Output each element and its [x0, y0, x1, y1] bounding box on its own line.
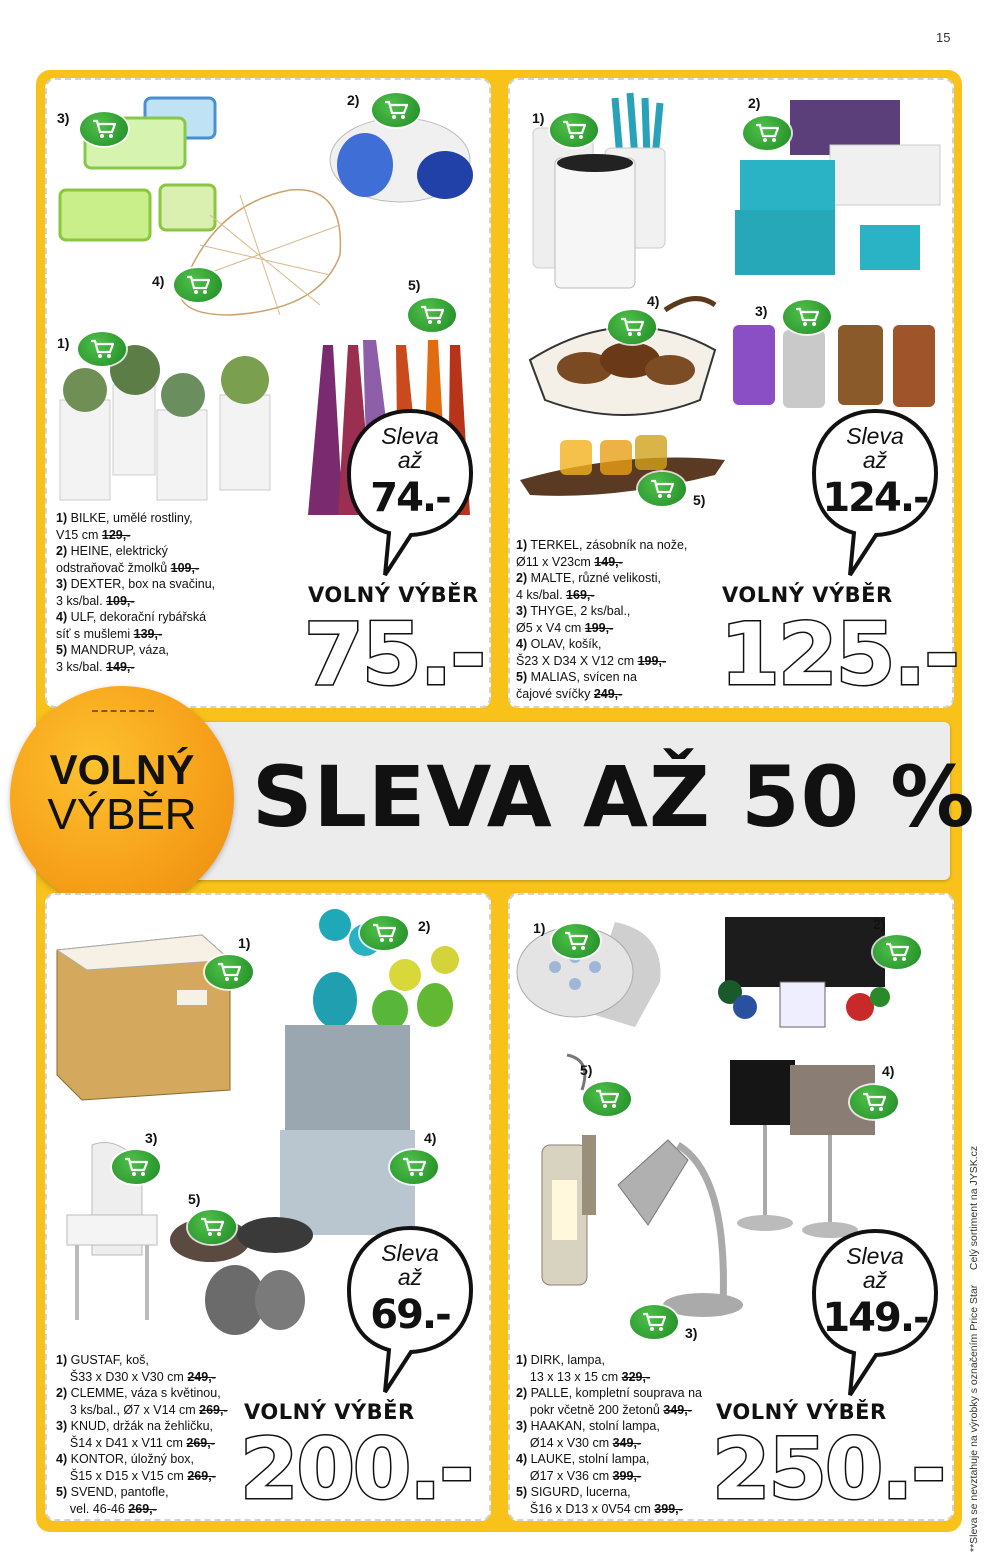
storage-boxes-image	[275, 1020, 420, 1240]
marker-5: 5)	[408, 277, 421, 293]
marker-2: 2)	[418, 918, 431, 934]
cart-icon[interactable]	[743, 116, 791, 150]
cart-icon[interactable]	[372, 93, 420, 127]
side-note: **Sleva se nevztahuje na výrobky s označením Price Star Celý sortiment na JYSK.cz	[968, 1145, 980, 1552]
discount-bubble: Sleva až 149.-	[810, 1225, 940, 1400]
volny-vyber-label: VOLNÝ VÝBĚR	[716, 1400, 887, 1424]
marker-2: 2)	[347, 92, 360, 108]
cart-icon[interactable]	[112, 1150, 160, 1184]
candle-holders-image	[728, 320, 943, 415]
product-list: 1) BILKE, umělé rostliny, V15 cm 129,- 2) HEINE, elektrický odstraňovač žmolků 109,- 3) DEXTER, box na svačinu, 3 ks/bal. 109,- 4) ULF, dekorační rybářská síť s mušlemi 139,- 5) MANDRUP, váza, 3 ks/bal. 149,-	[56, 511, 216, 674]
marker-3: 3)	[145, 1130, 158, 1146]
marker-5: 5)	[580, 1062, 593, 1078]
product-list: 1) TERKEL, zásobník na nože, Ø11 x V23cm 149,- 2) MALTE, různé velikosti, 4 ks/bal. 169,- 3) THYGE, 2 ks/bal., Ø5 x V4 cm 199,- 4) OLAV, košík, Š23 X D34 X V12 cm 199,- 5) MALIAS, svícen na čajové svíčky 249,-	[516, 538, 688, 701]
discount-bubble: Sleva až 124.-	[810, 405, 940, 580]
bamboo-basket-image	[52, 930, 234, 1102]
marker-1: 1)	[238, 935, 251, 951]
marker-5: 5)	[693, 492, 706, 508]
discount-bubble: Sleva až 74.-	[345, 405, 475, 580]
cart-icon[interactable]	[552, 924, 600, 958]
cart-icon[interactable]	[205, 955, 253, 989]
main-price: 125.-	[720, 605, 958, 705]
volny-vyber-label: VOLNÝ VÝBĚR	[722, 583, 893, 607]
cart-icon[interactable]	[583, 1082, 631, 1116]
marker-4: 4)	[424, 1130, 437, 1146]
marker-1: 1)	[532, 110, 545, 126]
cart-icon[interactable]	[174, 268, 222, 302]
marker-1: 1)	[57, 335, 70, 351]
cart-icon[interactable]	[638, 472, 686, 506]
banner-headline: SLEVA AŽ 50 %	[252, 748, 976, 846]
main-price: 200.-	[240, 1420, 473, 1518]
table-lamps-image	[725, 1055, 885, 1245]
volny-vyber-badge: VOLNÝ VÝBĚR	[10, 686, 234, 910]
main-price: 250.-	[712, 1420, 945, 1518]
cart-icon[interactable]	[188, 1210, 236, 1244]
marker-3: 3)	[755, 303, 768, 319]
cart-icon[interactable]	[80, 112, 128, 146]
marker-4: 4)	[882, 1063, 895, 1079]
desk-lamp-image	[608, 1125, 743, 1325]
poker-set-image	[710, 912, 890, 1032]
knife-block-image	[525, 88, 675, 293]
cart-icon[interactable]	[78, 332, 126, 366]
marker-3: 3)	[57, 110, 70, 126]
discount-bubble: Sleva až 69.-	[345, 1222, 475, 1397]
product-list: 1) GUSTAF, koš, Š33 x D30 x V30 cm 249,- 2) CLEMME, váza s květinou, 3 ks/bal., Ø7 x V14 cm 269,- 3) KNUD, držák na žehličku, Š14 x D41 x V11 cm 269,- 4) KONTOR, úložný box, Š15 x D15 x V15 cm 269,- 5) SVEND, pantofle, vel. 46-46 269,-	[56, 1353, 228, 1516]
cart-icon[interactable]	[850, 1085, 898, 1119]
marker-3: 3)	[685, 1325, 698, 1341]
cart-icon[interactable]	[608, 310, 656, 344]
main-price: 75.-	[304, 605, 485, 705]
cart-icon[interactable]	[630, 1305, 678, 1339]
marker-1: 1)	[533, 920, 546, 936]
cart-icon[interactable]	[550, 113, 598, 147]
volny-vyber-label: VOLNÝ VÝBĚR	[308, 583, 479, 607]
marker-4: 4)	[647, 293, 660, 309]
cart-icon[interactable]	[873, 935, 921, 969]
volny-vyber-label: VOLNÝ VÝBĚR	[244, 1400, 415, 1424]
cart-icon[interactable]	[360, 916, 408, 950]
marker-5: 5)	[188, 1191, 201, 1207]
marker-2: 2)	[873, 916, 886, 932]
product-list: 1) DIRK, lampa, 13 x 13 x 15 cm 329,- 2) PALLE, kompletní souprava na pokr včetně 200 žetonů 349,- 3) HAAKAN, stolní lampa, Ø14 x V30 cm 349,- 4) LAUKE, stolní lampa, Ø17 x V36 cm 399,- 5) SIGURD, lucerna, Š16 x D13 x 0V54 cm 399,-	[516, 1353, 703, 1516]
cart-icon[interactable]	[390, 1150, 438, 1184]
page-number: 15	[936, 30, 951, 45]
marker-4: 4)	[152, 273, 165, 289]
marker-2: 2)	[748, 95, 761, 111]
cart-icon[interactable]	[783, 300, 831, 334]
cart-icon[interactable]	[408, 298, 456, 332]
